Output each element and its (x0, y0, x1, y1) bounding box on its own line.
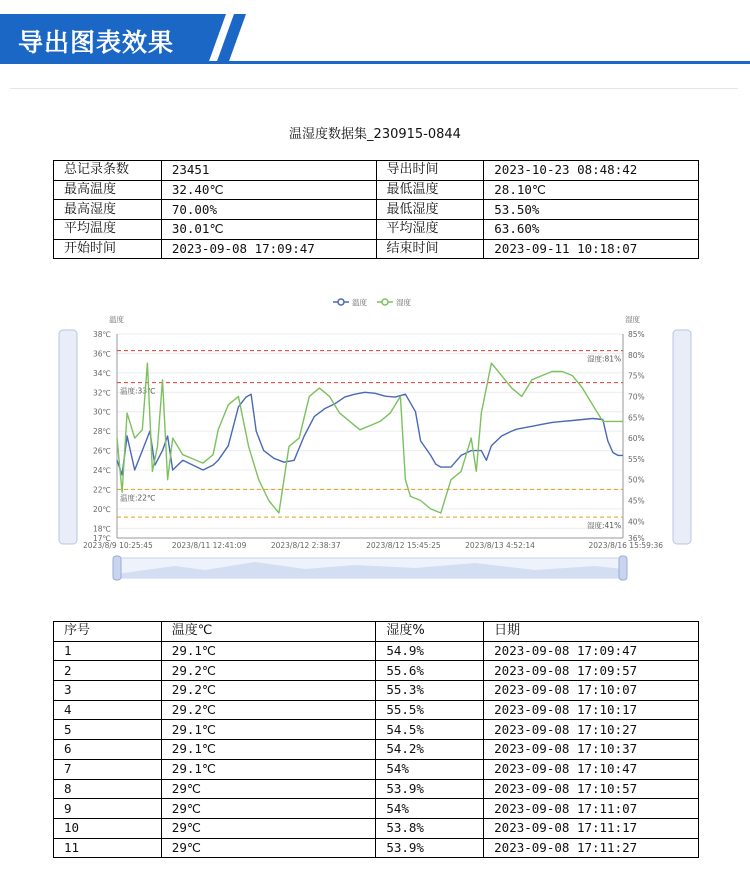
y-right-tick-label: 50% (628, 475, 645, 485)
y-left-axis-title: 温度 (109, 315, 124, 324)
scroll-handle-left (59, 330, 77, 544)
summary-label: 平均湿度 (376, 220, 484, 240)
table-cell: 8 (54, 779, 162, 799)
table-cell: 29.1℃ (161, 720, 376, 740)
x-tick-label: 2023/8/12 2:38:37 (270, 541, 341, 550)
records-table (53, 621, 699, 858)
table-cell: 2023-09-08 17:10:37 (484, 740, 699, 760)
scroll-handle-right (673, 330, 691, 544)
y-right-tick-label: 70% (628, 392, 645, 402)
legend-label-temperature: 温度 (352, 298, 367, 307)
separator-line (10, 88, 738, 89)
x-tick-label: 2023/8/11 12:41:09 (171, 541, 247, 550)
summary-value: 30.01℃ (161, 220, 376, 240)
series-line-temperature (117, 392, 623, 475)
records-header-row (54, 622, 699, 642)
y-right-tick-label: 60% (628, 434, 645, 444)
table-cell: 53.9% (376, 838, 484, 858)
table-row (54, 838, 699, 858)
table-row (54, 779, 699, 799)
table-cell: 2023-09-08 17:10:47 (484, 759, 699, 779)
y-right-tick-label: 75% (628, 371, 645, 381)
x-tick-label: 2023/8/16 15:59:36 (588, 541, 663, 550)
mark-line-label: 湿度:41% (587, 521, 622, 531)
y-left-tick-label: 17℃ (93, 534, 111, 543)
summary-value: 2023-09-08 17:09:47 (161, 239, 376, 259)
table-row (54, 720, 699, 740)
table-cell: 3 (54, 681, 162, 701)
column-header[interactable]: 序号 (54, 622, 162, 642)
summary-row (54, 161, 699, 181)
table-cell: 29.2℃ (161, 661, 376, 681)
table-cell: 54% (376, 799, 484, 819)
summary-value: 32.40℃ (161, 180, 376, 200)
table-cell: 29℃ (161, 838, 376, 858)
table-row (54, 641, 699, 661)
y-right-tick-label: 36% (628, 534, 645, 543)
section-banner (0, 14, 246, 64)
y-left-tick-label: 28℃ (93, 427, 111, 437)
y-right-tick-label: 45% (628, 496, 645, 506)
table-row (54, 700, 699, 720)
summary-value: 53.50% (484, 200, 699, 220)
summary-row (54, 239, 699, 259)
x-tick-label: 2023/8/9 10:25:45 (83, 541, 153, 550)
table-cell: 29.1℃ (161, 740, 376, 760)
summary-table (53, 160, 699, 259)
table-cell: 2023-09-08 17:10:57 (484, 779, 699, 799)
table-cell: 4 (54, 700, 162, 720)
table-cell: 54.2% (376, 740, 484, 760)
table-cell: 29℃ (161, 799, 376, 819)
temperature-humidity-chart[interactable] (55, 290, 695, 590)
table-cell: 2023-09-08 17:11:27 (484, 838, 699, 858)
table-cell: 29.2℃ (161, 700, 376, 720)
summary-label: 最高湿度 (54, 200, 162, 220)
summary-row (54, 220, 699, 240)
table-cell: 29℃ (161, 779, 376, 799)
chart-svg (55, 290, 695, 590)
y-left-tick-label: 36℃ (93, 349, 111, 359)
summary-label: 导出时间 (376, 161, 484, 181)
summary-label: 开始时间 (54, 239, 162, 259)
table-cell: 55.6% (376, 661, 484, 681)
table-row (54, 818, 699, 838)
table-cell: 2023-09-08 17:10:27 (484, 720, 699, 740)
legend-marker-temperature (338, 299, 344, 305)
y-right-tick-label: 85% (628, 330, 645, 339)
x-tick-label: 2023/8/12 15:45:25 (366, 541, 441, 550)
mark-line-label: 湿度:81% (587, 354, 622, 364)
table-cell: 2023-09-08 17:09:47 (484, 641, 699, 661)
y-left-tick-label: 20℃ (93, 504, 111, 514)
column-header[interactable]: 温度℃ (161, 622, 376, 642)
table-cell: 54.5% (376, 720, 484, 740)
banner-underline (0, 61, 750, 64)
table-cell: 7 (54, 759, 162, 779)
table-cell: 29.1℃ (161, 759, 376, 779)
table-cell: 29℃ (161, 818, 376, 838)
y-right-tick-label: 55% (628, 454, 645, 464)
y-left-tick-label: 24℃ (93, 466, 111, 475)
table-cell: 2 (54, 661, 162, 681)
y-left-tick-label: 22℃ (93, 485, 111, 495)
table-cell: 54% (376, 759, 484, 779)
table-row (54, 681, 699, 701)
table-cell: 54.9% (376, 641, 484, 661)
datazoom-handle-left (113, 556, 121, 580)
table-cell: 29.1℃ (161, 641, 376, 661)
summary-value: 28.10℃ (484, 180, 699, 200)
table-cell: 2023-09-08 17:11:07 (484, 799, 699, 819)
summary-label: 最低温度 (376, 180, 484, 200)
y-left-tick-label: 18℃ (93, 524, 111, 534)
y-right-tick-label: 80% (628, 350, 645, 360)
mark-line-label: 温度:33℃ (120, 386, 156, 396)
summary-value: 70.00% (161, 200, 376, 220)
table-row (54, 759, 699, 779)
table-cell: 11 (54, 838, 162, 858)
summary-label: 最低湿度 (376, 200, 484, 220)
y-right-tick-label: 40% (628, 517, 645, 527)
summary-value: 23451 (161, 161, 376, 181)
column-header[interactable]: 日期 (484, 622, 699, 642)
table-cell: 55.5% (376, 700, 484, 720)
legend-marker-humidity (382, 299, 388, 305)
column-header[interactable]: 湿度% (376, 622, 484, 642)
y-left-tick-label: 30℃ (93, 407, 111, 417)
y-right-tick-label: 65% (628, 413, 645, 423)
summary-label: 最高温度 (54, 180, 162, 200)
summary-label: 平均温度 (54, 220, 162, 240)
summary-row (54, 180, 699, 200)
y-left-tick-label: 26℃ (93, 446, 111, 456)
table-cell: 53.8% (376, 818, 484, 838)
summary-label: 结束时间 (376, 239, 484, 259)
y-left-tick-label: 34℃ (93, 368, 111, 378)
table-cell: 2023-09-08 17:09:57 (484, 661, 699, 681)
datazoom-handle-right (619, 556, 627, 580)
summary-value: 2023-10-23 08:48:42 (484, 161, 699, 181)
table-cell: 2023-09-08 17:11:17 (484, 818, 699, 838)
table-cell: 5 (54, 720, 162, 740)
summary-value: 63.60% (484, 220, 699, 240)
series-line-humidity (117, 363, 623, 513)
table-cell: 53.9% (376, 779, 484, 799)
summary-value: 2023-09-11 10:18:07 (484, 239, 699, 259)
table-cell: 10 (54, 818, 162, 838)
y-left-tick-label: 38℃ (93, 330, 111, 339)
table-row (54, 661, 699, 681)
document-title: 温湿度数据集_230915-0844 (289, 127, 461, 142)
table-cell: 55.3% (376, 681, 484, 701)
table-row (54, 740, 699, 760)
summary-row (54, 200, 699, 220)
table-cell: 29.2℃ (161, 681, 376, 701)
table-cell: 9 (54, 799, 162, 819)
table-row (54, 799, 699, 819)
y-left-tick-label: 32℃ (93, 388, 111, 398)
y-right-axis-title: 湿度 (625, 315, 640, 324)
table-cell: 6 (54, 740, 162, 760)
table-cell: 2023-09-08 17:10:07 (484, 681, 699, 701)
table-cell: 1 (54, 641, 162, 661)
table-cell: 2023-09-08 17:10:17 (484, 700, 699, 720)
legend-label-humidity: 湿度 (396, 298, 411, 307)
summary-label: 总记录条数 (54, 161, 162, 181)
x-tick-label: 2023/8/13 4:52:14 (465, 541, 535, 550)
banner-title: 导出图表效果 (18, 28, 175, 57)
mark-line-label: 温度:22℃ (120, 493, 156, 503)
